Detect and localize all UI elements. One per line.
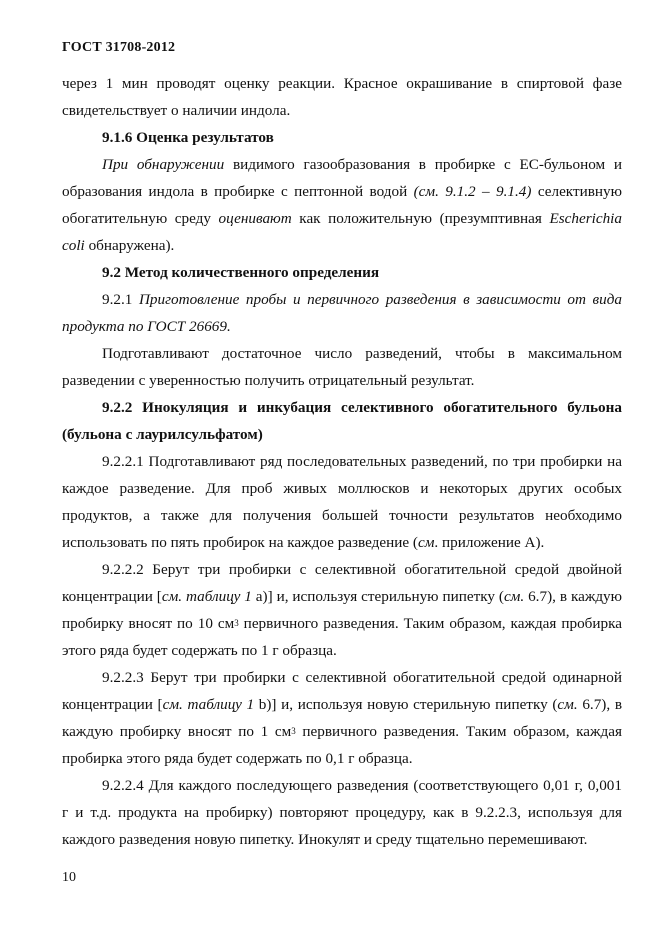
paragraph-9-2-2-2 (62, 556, 622, 664)
text-run: . приложение А). (434, 534, 545, 551)
paragraph-9-2-2-1 (62, 448, 622, 556)
text-italic-ref: см. (503, 588, 525, 605)
paragraph-results-evaluation (62, 151, 622, 259)
section-heading-9-2-2: 9.2.2 Инокуляция и инкубация селективного обогатительного бульона (бульона с лаурилсульфатом) (62, 399, 622, 443)
superscript: 3 (291, 726, 296, 736)
paragraph-9-2-1 (62, 286, 622, 340)
section-heading-9-2: 9.2 Метод количественного определения (102, 264, 380, 281)
text-run: видимого газообразования в пробирке с ЕС-бульоном и образования индола в пробирке с пептонной водой (62, 156, 622, 200)
paragraph-indole-reaction: через 1 мин проводят оценку реакции. Красное окрашивание в спиртовой фазе свидетельствует о наличии индола. (62, 75, 622, 119)
text-italic-ref: см. (557, 696, 578, 713)
text-italic: оценивают (218, 210, 292, 227)
text-run: 9.2.2.1 Подготавливают ряд последовательных разведений, по три пробирки на каждое разведение. Для проб живых моллюсков и некоторых других особых продуктов, а также для получения большей точности результатов необходимо использовать по пять пробирок на каждое разведение ( (62, 453, 622, 551)
superscript: 3 (234, 618, 239, 628)
text-run: как положительную (презумптивная (291, 210, 550, 227)
text-run: селективную обогатительную среду (62, 183, 622, 227)
text-run: 9.2.2.2 Берут три пробирки с селективной обогатительной средой двойной концентрации [ (62, 561, 622, 605)
paragraph-dilutions: Подготавливают достаточное число разведений, чтобы в максимальном разведении с уверенностью получить отрицательный результат. (62, 345, 622, 389)
section-heading-9-1-6: 9.1.6 Оценка результатов (102, 129, 274, 146)
paragraph-9-2-2-3 (62, 664, 622, 772)
text-run: обнаружена). (84, 237, 175, 254)
text-run: b)] и, используя новую стерильную пипетку ( (254, 696, 558, 713)
document-code-header: ГОСТ 31708-2012 (62, 40, 176, 55)
page-number: 10 (62, 870, 76, 885)
text-italic-ref: см. таблицу 1 (161, 588, 252, 605)
paragraph-9-2-2-4: 9.2.2.4 Для каждого последующего разведения (соответствующего 0,01 г, 0,001 г и т.д. продукта на пробирку) повторяют процедуру, как в 9.2.2.3, используя для каждого разведения новую пипетку. Инокулят и среду тщательно перемешивают. (62, 777, 622, 848)
text-italic-ref: см. таблицу 1 (162, 696, 255, 713)
text-italic: При обнаружении (102, 156, 225, 173)
text-italic: Приготовление пробы и первичного разведения в зависимости от вида продукта по ГОСТ 26669. (62, 291, 623, 335)
text-run: 9.2.2.3 Берут три пробирки с селективной обогатительной средой одинарной концентрации [ (62, 669, 622, 713)
text-run: 6.7), в каждую пробирку вносят по 10 см (62, 588, 622, 632)
text-run: а)] и, используя стерильную пипетку ( (251, 588, 504, 605)
text-italic-ref: (см. 9.1.2 – 9.1.4) (413, 183, 532, 200)
text-run: 6.7), в каждую пробирку вносят по 1 см (62, 696, 622, 740)
text-run: первичного разведения. Таким образом, каждая пробирка этого ряда будет содержать по 0,1 г образца. (62, 723, 622, 767)
clause-number: 9.2.1 (102, 291, 139, 308)
document-body (62, 70, 622, 853)
text-run: первичного разведения. Таким образом, каждая пробирка этого ряда будет содержать по 1 г образца. (62, 615, 622, 659)
text-italic-ref: см (417, 534, 435, 551)
text-species-name: Escherichia coli (62, 210, 622, 254)
